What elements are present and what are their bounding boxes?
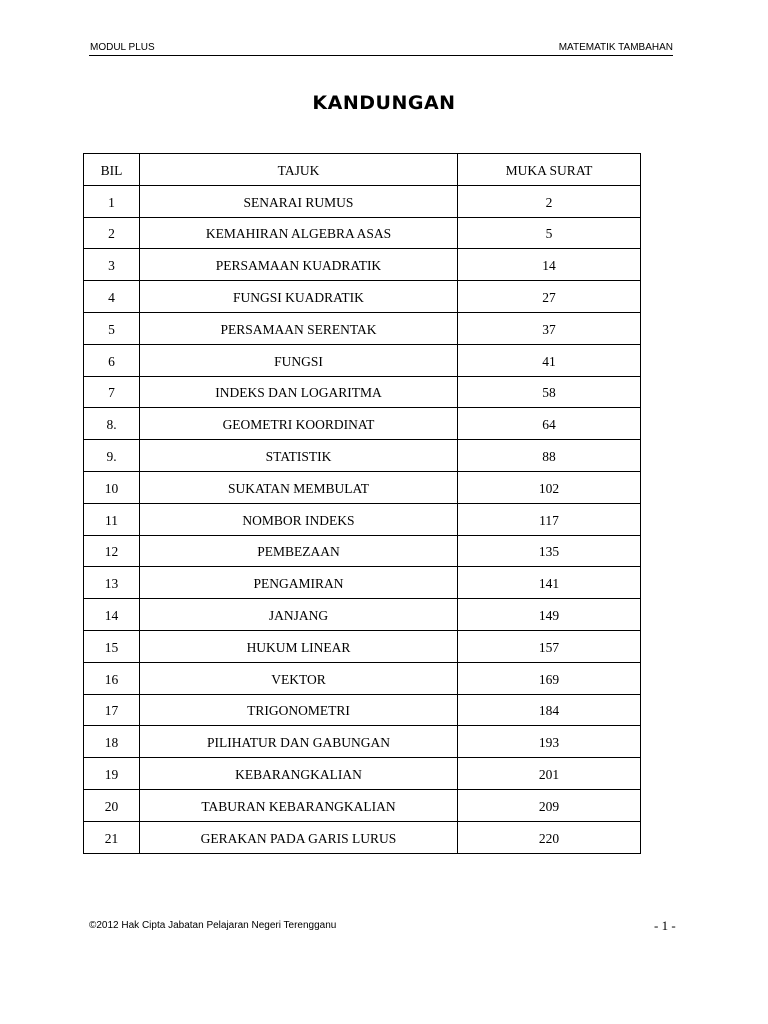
table-row (84, 185, 641, 217)
page-header (89, 40, 673, 56)
table-row (84, 408, 641, 440)
cell-tajuk: TABURAN KEBARANGKALIAN (140, 789, 458, 821)
cell-bil: 9. (84, 440, 140, 472)
contents-table (83, 153, 641, 854)
cell-tajuk: SUKATAN MEMBULAT (140, 471, 458, 503)
cell-muka-surat: 27 (458, 281, 641, 313)
table-row (84, 376, 641, 408)
header-left-text: MODUL PLUS (90, 42, 155, 53)
cell-bil: 6 (84, 344, 140, 376)
table-row (84, 249, 641, 281)
table-row (84, 471, 641, 503)
cell-tajuk: KEBARANGKALIAN (140, 758, 458, 790)
cell-tajuk: NOMBOR INDEKS (140, 503, 458, 535)
page-title: KANDUNGAN (312, 92, 456, 114)
cell-bil: 19 (84, 758, 140, 790)
cell-muka-surat: 2 (458, 185, 641, 217)
cell-tajuk: PEMBEZAAN (140, 535, 458, 567)
cell-tajuk: JANJANG (140, 599, 458, 631)
cell-tajuk: HUKUM LINEAR (140, 630, 458, 662)
table-row (84, 662, 641, 694)
cell-muka-surat: 14 (458, 249, 641, 281)
table-row (84, 726, 641, 758)
table-row (84, 694, 641, 726)
page-number: - 1 - (654, 918, 676, 933)
cell-bil: 8. (84, 408, 140, 440)
table-body (84, 185, 641, 853)
header-right-text: MATEMATIK TAMBAHAN (558, 42, 673, 53)
cell-bil: 1 (84, 185, 140, 217)
cell-bil: 13 (84, 567, 140, 599)
cell-muka-surat: 157 (458, 630, 641, 662)
table-row (84, 217, 641, 249)
cell-tajuk: PERSAMAAN KUADRATIK (140, 249, 458, 281)
table-row (84, 630, 641, 662)
cell-muka-surat: 58 (458, 376, 641, 408)
cell-tajuk: SENARAI RUMUS (140, 185, 458, 217)
cell-muka-surat: 135 (458, 535, 641, 567)
cell-muka-surat: 102 (458, 471, 641, 503)
cell-tajuk: FUNGSI (140, 344, 458, 376)
cell-tajuk: INDEKS DAN LOGARITMA (140, 376, 458, 408)
table-row (84, 440, 641, 472)
column-header-bil: BIL (84, 154, 140, 186)
table-row (84, 535, 641, 567)
table-row (84, 312, 641, 344)
cell-bil: 17 (84, 694, 140, 726)
cell-tajuk: PENGAMIRAN (140, 567, 458, 599)
cell-bil: 4 (84, 281, 140, 313)
table-row (84, 281, 641, 313)
table-row (84, 599, 641, 631)
cell-tajuk: GEOMETRI KOORDINAT (140, 408, 458, 440)
table-row (84, 758, 641, 790)
cell-bil: 5 (84, 312, 140, 344)
cell-muka-surat: 149 (458, 599, 641, 631)
cell-bil: 21 (84, 821, 140, 853)
cell-bil: 20 (84, 789, 140, 821)
cell-muka-surat: 41 (458, 344, 641, 376)
cell-tajuk: FUNGSI KUADRATIK (140, 281, 458, 313)
cell-tajuk: TRIGONOMETRI (140, 694, 458, 726)
cell-tajuk: KEMAHIRAN ALGEBRA ASAS (140, 217, 458, 249)
cell-muka-surat: 64 (458, 408, 641, 440)
cell-bil: 16 (84, 662, 140, 694)
cell-muka-surat: 220 (458, 821, 641, 853)
table-row (84, 503, 641, 535)
cell-bil: 14 (84, 599, 140, 631)
table-row (84, 567, 641, 599)
column-header-tajuk: TAJUK (140, 154, 458, 186)
copyright-footer: ©2012 Hak Cipta Jabatan Pelajaran Negeri Terengganu (89, 920, 337, 931)
cell-bil: 12 (84, 535, 140, 567)
cell-bil: 7 (84, 376, 140, 408)
cell-muka-surat: 184 (458, 694, 641, 726)
cell-muka-surat: 88 (458, 440, 641, 472)
table-row (84, 821, 641, 853)
cell-muka-surat: 5 (458, 217, 641, 249)
cell-bil: 15 (84, 630, 140, 662)
cell-muka-surat: 37 (458, 312, 641, 344)
cell-tajuk: PILIHATUR DAN GABUNGAN (140, 726, 458, 758)
cell-muka-surat: 169 (458, 662, 641, 694)
cell-bil: 11 (84, 503, 140, 535)
cell-muka-surat: 201 (458, 758, 641, 790)
cell-muka-surat: 193 (458, 726, 641, 758)
column-header-muka-surat: MUKA SURAT (458, 154, 641, 186)
cell-tajuk: STATISTIK (140, 440, 458, 472)
cell-bil: 18 (84, 726, 140, 758)
cell-muka-surat: 117 (458, 503, 641, 535)
cell-muka-surat: 141 (458, 567, 641, 599)
table-header-row (84, 154, 641, 186)
cell-bil: 2 (84, 217, 140, 249)
cell-tajuk: GERAKAN PADA GARIS LURUS (140, 821, 458, 853)
cell-bil: 3 (84, 249, 140, 281)
cell-bil: 10 (84, 471, 140, 503)
table-row (84, 789, 641, 821)
cell-tajuk: VEKTOR (140, 662, 458, 694)
cell-muka-surat: 209 (458, 789, 641, 821)
cell-tajuk: PERSAMAAN SERENTAK (140, 312, 458, 344)
table-row (84, 344, 641, 376)
